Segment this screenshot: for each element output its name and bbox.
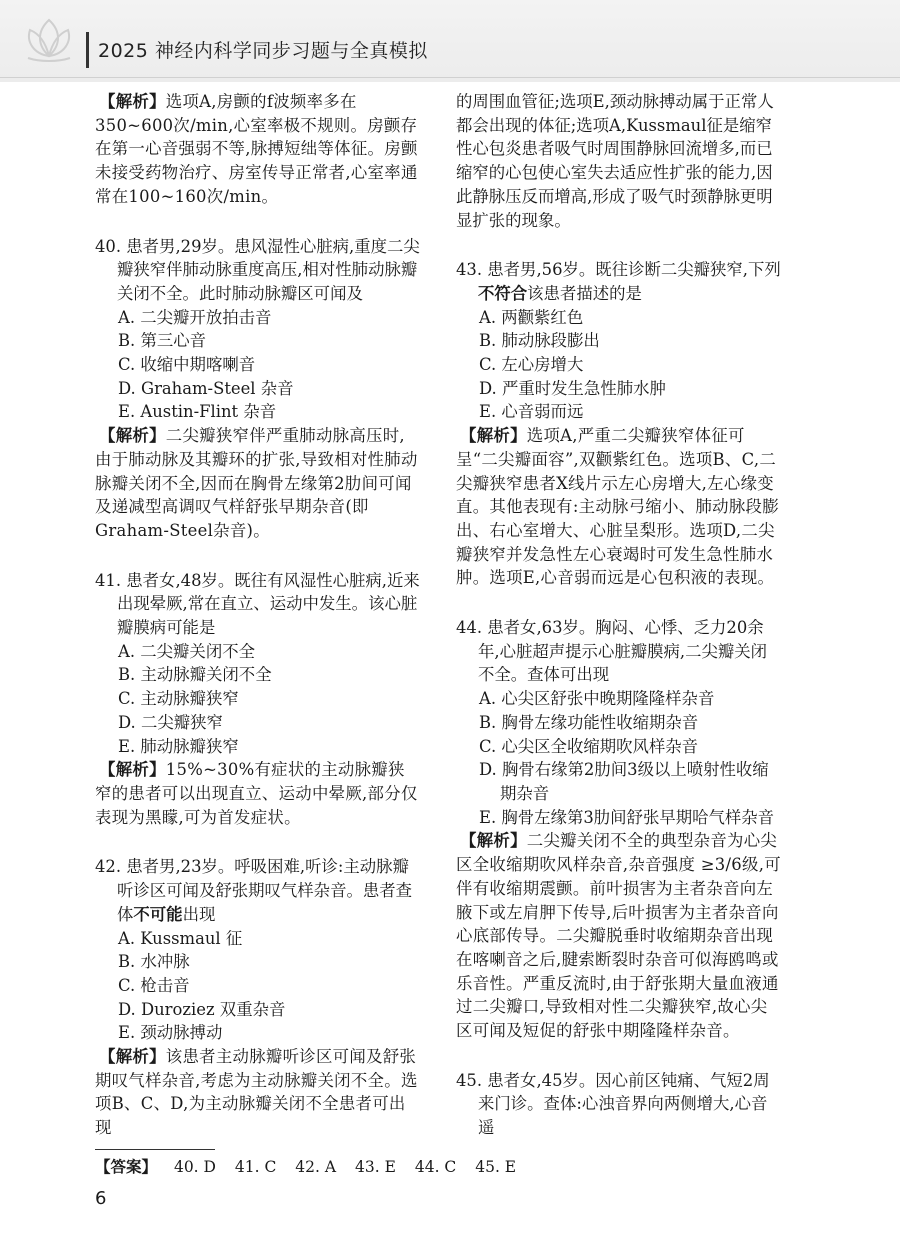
answer-item: 45. E <box>475 1158 517 1176</box>
option-d: D. 二尖瓣狭窄 <box>118 712 223 732</box>
explanation-tag: 【解析】 <box>460 831 527 851</box>
question-45 <box>456 1069 781 1140</box>
answer-divider <box>95 1149 215 1150</box>
question-stem: 45. 患者女,45岁。因心前区钝痛、气短2周来门诊。查体:心浊音界向两侧增大,心音遥 <box>456 1070 770 1138</box>
page-number: 6 <box>95 1188 107 1209</box>
option-a: A. 两颧紫红色 <box>479 307 584 327</box>
question-41 <box>95 569 420 830</box>
explanation-text: 二尖瓣关闭不全的典型杂音为心尖区全收缩期吹风样杂音,杂音强度 ≥3/6级,可伴有收缩期震颤。前叶损害为主者杂音向左腋下或左肩胛下传导,后叶损害为主者杂音向心底部传导。二尖瓣脱垂时收缩期杂音出现在喀喇音之后,腱索断裂时杂音可似海鸥鸣或乐音性。严重反流时,由于舒张期大量血液通过二尖瓣口,导致相对性二尖瓣狭窄,故心尖区可闻及短促的舒张中期隆隆样杂音。 <box>456 831 781 1041</box>
explanation-tag: 【解析】 <box>99 760 166 780</box>
question-43 <box>456 258 781 590</box>
answer-item: 41. C <box>234 1158 277 1176</box>
question-40 <box>95 235 420 543</box>
emphasis-text: 不符合 <box>478 283 528 303</box>
option-a: A. 二尖瓣开放拍击音 <box>118 307 272 327</box>
option-b: B. 胸骨左缘功能性收缩期杂音 <box>479 712 699 732</box>
option-b: B. 水冲脉 <box>118 952 190 972</box>
option-e: E. 肺动脉瓣狭窄 <box>118 736 239 756</box>
explanation-41 <box>95 758 420 829</box>
explanation-text: 该患者主动脉瓣听诊区可闻及舒张期叹气样杂音,考虑为主动脉瓣关闭不全。选项B、C、D,为主动脉瓣关闭不全患者可出现 <box>95 1047 418 1138</box>
question-stem: 43. 患者男,56岁。既往诊断二尖瓣狭窄,下列不符合该患者描述的是 <box>456 260 781 303</box>
option-d: D. 胸骨右缘第2肋间3级以上喷射性收缩期杂音 <box>479 760 769 803</box>
header-bottom-line <box>0 77 900 78</box>
explanation-text: 选项A,房颤的f波频率多在350~600次/min,心室率极不规则。房颤存在第一心音强弱不等,脉搏短绌等体征。房颤未接受药物治疗、房室传导正常者,心室率通常在100~160次/min。 <box>95 92 418 206</box>
question-44 <box>456 616 781 1043</box>
option-a: A. 二尖瓣关闭不全 <box>118 641 255 661</box>
explanation-39 <box>95 90 420 209</box>
answer-item: 43. E <box>355 1158 396 1176</box>
option-c: C. 收缩中期喀喇音 <box>118 355 256 375</box>
answer-item: 44. C <box>414 1158 457 1176</box>
option-c: C. 左心房增大 <box>479 355 584 375</box>
option-b: B. 肺动脉段膨出 <box>479 331 600 351</box>
answer-key <box>95 1155 530 1177</box>
explanation-tag: 【解析】 <box>99 426 166 446</box>
explanation-tag: 【解析】 <box>99 92 166 111</box>
answer-item: 42. A <box>295 1158 337 1176</box>
option-c: C. 主动脉瓣狭窄 <box>118 689 239 709</box>
lotus-logo-icon <box>20 12 78 64</box>
answer-tag: 【答案】 <box>95 1158 158 1176</box>
option-e: E. 心音弱而远 <box>479 402 584 422</box>
question-stem: 44. 患者女,63岁。胸闷、心悸、乏力20余年,心脏超声提示心脏瓣膜病,二尖瓣关闭不全。查体可出现 <box>456 618 768 685</box>
emphasis-text: 不可能 <box>133 904 183 924</box>
option-b: B. 第三心音 <box>118 331 207 351</box>
page-header <box>0 0 900 82</box>
left-column <box>95 90 420 1140</box>
option-b: B. 主动脉瓣关闭不全 <box>118 665 272 685</box>
answer-item: 40. D <box>173 1158 216 1176</box>
explanation-tag: 【解析】 <box>460 426 527 446</box>
explanation-42 <box>95 1045 420 1140</box>
book-title: 2025 神经内科学同步习题与全真模拟 <box>98 40 428 62</box>
explanation-43 <box>456 424 781 590</box>
right-column <box>456 90 781 1140</box>
option-e: E. Austin-Flint 杂音 <box>118 402 277 422</box>
question-42 <box>95 855 420 1139</box>
question-stem: 41. 患者女,48岁。既往有风湿性心脏病,近来出现晕厥,常在直立、运动中发生。该心脏瓣膜病可能是 <box>95 570 420 638</box>
explanation-tag: 【解析】 <box>99 1047 166 1067</box>
option-a: A. 心尖区舒张中晚期隆隆样杂音 <box>479 689 715 709</box>
explanation-40 <box>95 424 420 543</box>
option-a: A. Kussmaul 征 <box>118 928 243 948</box>
question-stem: 40. 患者男,29岁。患风湿性心脏病,重度二尖瓣狭窄伴肺动脉重度高压,相对性肺动脉瓣关闭不全。此时肺动脉瓣区可闻及 <box>95 236 420 303</box>
option-d: D. Duroziez 双重杂音 <box>118 999 286 1019</box>
explanation-44 <box>456 829 781 1042</box>
question-stem: 42. 患者男,23岁。呼吸困难,听诊:主动脉瓣听诊区可闻及舒张期叹气样杂音。患者查体不可能出现 <box>95 857 413 924</box>
option-d: D. 严重时发生急性肺水肿 <box>479 378 666 398</box>
option-c: C. 心尖区全收缩期吹风样杂音 <box>479 736 699 756</box>
option-e: E. 胸骨左缘第3肋间舒张早期哈气样杂音 <box>479 807 775 827</box>
explanation-42-continued: 的周围血管征;选项E,颈动脉搏动属于正常人都会出现的体征;选项A,Kussmaul征是缩窄性心包炎患者吸气时周围静脉回流增多,而已缩窄的心包使心室失去适应性扩张的能力,因此静脉压反而增高,形成了吸气时颈静脉更明显扩张的现象。 <box>456 92 774 230</box>
explanation-text: 15%~30%有症状的主动脉瓣狭窄的患者可以出现直立、运动中晕厥,部分仅表现为黑矇,可为首发症状。 <box>95 760 418 827</box>
explanation-text: 二尖瓣狭窄伴严重肺动脉高压时,由于肺动脉及其瓣环的扩张,导致相对性肺动脉瓣关闭不全,因而在胸骨左缘第2肋间可闻及递减型高调叹气样舒张早期杂音(即Graham-Steel杂音)。 <box>95 426 418 540</box>
option-d: D. Graham-Steel 杂音 <box>118 378 294 398</box>
option-c: C. 枪击音 <box>118 975 190 995</box>
explanation-text: 选项A,严重二尖瓣狭窄体征可呈“二尖瓣面容”,双颧紫红色。选项B、C,二尖瓣狭窄患者X线片示左心房增大,左心缘变直。其他表现有:主动脉弓缩小、肺动脉段膨出、右心室增大、心脏呈梨形。选项D,二尖瓣狭窄并发急性左心衰竭时可发生急性肺水肿。选项E,心音弱而远是心包积液的表现。 <box>456 426 779 588</box>
header-divider <box>86 32 89 68</box>
option-e: E. 颈动脉搏动 <box>118 1023 223 1043</box>
